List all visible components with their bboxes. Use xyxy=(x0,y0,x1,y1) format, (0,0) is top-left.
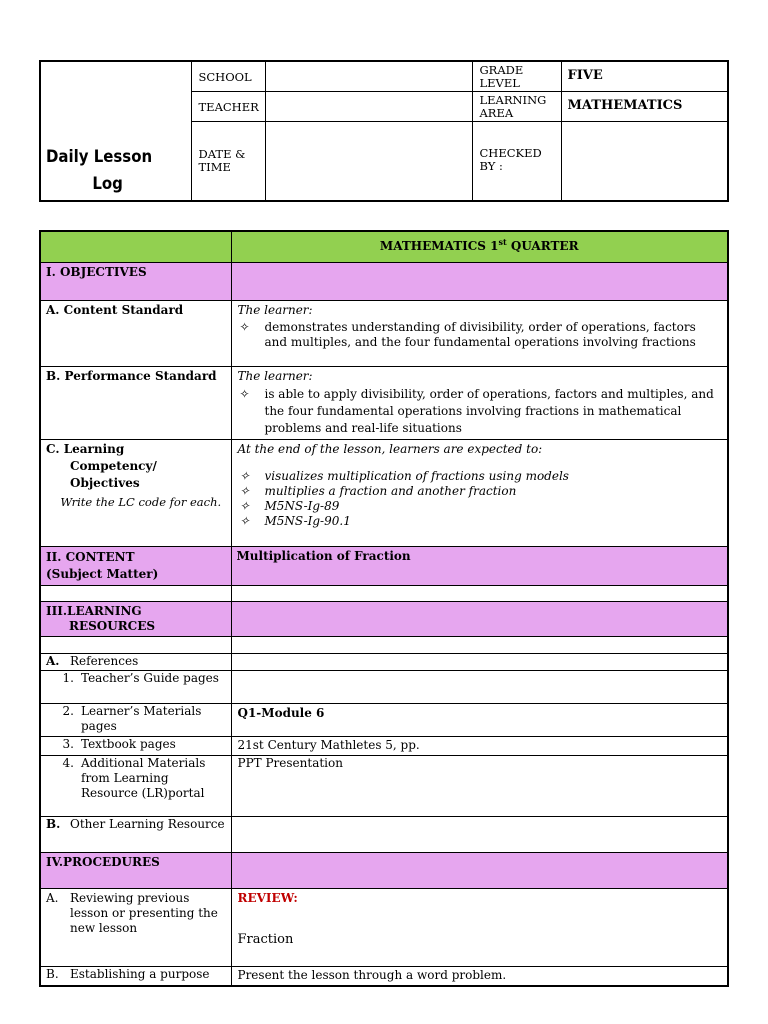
learning-resources-heading xyxy=(40,601,231,636)
other-resource-blank xyxy=(231,816,728,852)
item-number: 1. xyxy=(62,670,74,685)
lc-code-note: Write the LC code for each. xyxy=(60,494,222,509)
item-number: 2. xyxy=(62,703,74,718)
objectives-heading: I. OBJECTIVES xyxy=(40,262,231,300)
item-label: Teacher’s Guide pages xyxy=(81,670,219,685)
objectives-blank xyxy=(231,262,728,300)
item-label: Textbook pages xyxy=(81,736,176,751)
learning-resources-1: III.LEARNING xyxy=(46,603,142,618)
quarter-sup: st xyxy=(498,237,507,247)
spacer-cell xyxy=(40,585,231,601)
diamond-bullet-icon: ✧ xyxy=(239,386,250,401)
list-item xyxy=(238,469,722,484)
lm-pages-label xyxy=(40,703,231,736)
quarter-rest: QUARTER xyxy=(506,239,579,253)
review-text: Fraction xyxy=(237,931,294,947)
teacher-label: TEACHER xyxy=(191,91,265,121)
learning-resources-blank xyxy=(231,601,728,636)
other-letter: B. xyxy=(46,816,61,831)
school-field[interactable] xyxy=(265,61,472,91)
title-cell xyxy=(40,61,191,201)
checked-by-field[interactable] xyxy=(561,121,728,201)
date-time-label: DATE & TIME xyxy=(191,121,265,201)
header-table xyxy=(39,60,729,202)
competency-bullet-2: multiplies a fraction and another fraction xyxy=(264,483,517,498)
competency-cell xyxy=(231,439,728,546)
references-label xyxy=(40,653,231,670)
purpose-text: Establishing a purpose xyxy=(70,966,210,981)
textbook-pages-value: 21st Century Mathletes 5, pp. xyxy=(231,736,728,755)
purpose-value: Present the lesson through a word problem. xyxy=(231,966,728,986)
tg-pages-value xyxy=(231,670,728,703)
checked-by-label: CHECKED BY : xyxy=(472,121,561,201)
diamond-bullet-icon: ✧ xyxy=(239,319,250,334)
other-resource-text: Other Learning Resource xyxy=(70,816,225,831)
content-value: Multiplication of Fraction xyxy=(231,546,728,585)
page-title xyxy=(46,144,196,200)
competency-label-1: C. Learning xyxy=(46,441,125,456)
grade-level-value: FIVE xyxy=(561,61,728,91)
learning-resources-2: RESOURCES xyxy=(69,618,156,633)
purpose-label xyxy=(40,966,231,986)
school-label: SCHOOL xyxy=(191,61,265,91)
item-label: Learner’s Materials pages xyxy=(81,703,202,733)
diamond-bullet-icon: ✧ xyxy=(239,513,250,528)
references-blank xyxy=(231,653,728,670)
title-line-1: Daily Lesson xyxy=(46,147,153,167)
learning-area-label: LEARNING AREA xyxy=(472,91,561,121)
additional-materials-value: PPT Presentation xyxy=(231,755,728,816)
title-line-2: Log xyxy=(92,174,123,194)
spacer-cell xyxy=(231,636,728,653)
reviewing-cell xyxy=(231,888,728,966)
purpose-letter: B. xyxy=(46,966,59,981)
item-label: Additional Materials from Learning Resource (LR)portal xyxy=(81,755,206,800)
list-item xyxy=(238,320,722,350)
reviewing-label xyxy=(40,888,231,966)
content-heading-2: (Subject Matter) xyxy=(46,566,159,581)
additional-materials-label xyxy=(40,755,231,816)
content-standard-list xyxy=(238,320,722,350)
references-letter: A. xyxy=(46,653,60,668)
list-item xyxy=(238,484,722,499)
quarter-title xyxy=(231,231,728,262)
list-item xyxy=(238,386,722,437)
content-standard-bullet: demonstrates understanding of divisibility, order of operations, factors and multiples, and the four fundamental operations involving fractions xyxy=(264,319,696,349)
content-heading xyxy=(40,546,231,585)
references-text: References xyxy=(70,653,139,668)
other-resource-label xyxy=(40,816,231,852)
competency-label-3: Objectives xyxy=(70,475,140,490)
competency-label-cell xyxy=(40,439,231,546)
competency-bullet-4: M5NS-Ig-90.1 xyxy=(264,513,351,528)
lm-pages-value: Q1-Module 6 xyxy=(231,703,728,736)
spacer-cell xyxy=(231,585,728,601)
diamond-bullet-icon: ✧ xyxy=(239,498,250,513)
item-number: 4. xyxy=(62,755,74,770)
performance-standard-list xyxy=(238,386,722,437)
reviewing-text: Reviewing previous lesson or presenting the new lesson xyxy=(70,890,218,935)
lesson-table xyxy=(39,230,729,987)
list-item xyxy=(238,499,722,514)
quarter-title-text: MATHEMATICS 1 xyxy=(379,239,499,253)
performance-standard-label: B. Performance Standard xyxy=(40,366,231,439)
content-heading-1: II. CONTENT xyxy=(46,549,135,564)
competency-bullet-3: M5NS-Ig-89 xyxy=(264,498,340,513)
learning-area-value: MATHEMATICS xyxy=(561,91,728,121)
content-standard-intro: The learner: xyxy=(237,302,313,317)
textbook-pages-label xyxy=(40,736,231,755)
performance-standard-cell xyxy=(231,366,728,439)
date-time-field[interactable] xyxy=(265,121,472,201)
competency-bullet-1: visualizes multiplication of fractions using models xyxy=(264,468,569,483)
diamond-bullet-icon: ✧ xyxy=(239,483,250,498)
diamond-bullet-icon: ✧ xyxy=(239,468,250,483)
spacer-cell xyxy=(40,636,231,653)
performance-standard-intro: The learner: xyxy=(237,368,313,383)
procedures-heading: IV.PROCEDURES xyxy=(40,852,231,888)
tg-pages-label xyxy=(40,670,231,703)
list-item xyxy=(238,514,722,529)
competency-intro: At the end of the lesson, learners are expected to: xyxy=(237,441,543,456)
quarter-header-blank xyxy=(40,231,231,262)
reviewing-letter: A. xyxy=(46,890,59,905)
competency-list xyxy=(238,469,722,529)
procedures-blank xyxy=(231,852,728,888)
teacher-field[interactable] xyxy=(265,91,472,121)
content-standard-cell xyxy=(231,300,728,366)
grade-level-label: GRADE LEVEL xyxy=(472,61,561,91)
review-title: REVIEW: xyxy=(237,890,298,905)
item-number: 3. xyxy=(62,736,74,751)
competency-label-2: Competency/ xyxy=(70,458,157,473)
content-standard-label: A. Content Standard xyxy=(40,300,231,366)
performance-standard-bullet: is able to apply divisibility, order of operations, factors and multiples, and the four fundamental operations involving fractions in mathematical problems and real-life situations xyxy=(264,386,714,435)
